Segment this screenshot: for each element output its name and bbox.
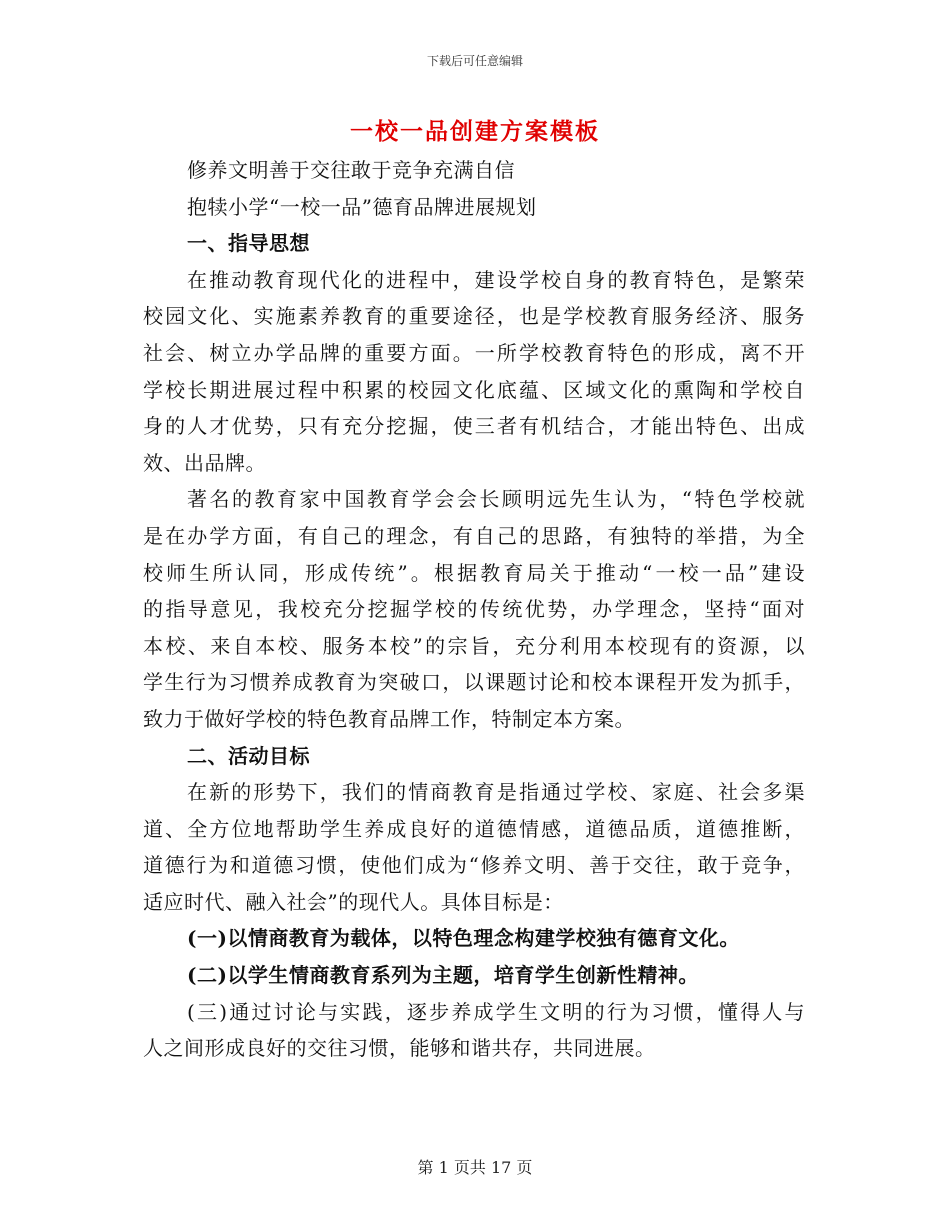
paragraph-line: 的指导意见，我校充分挖掘学校的传统优势，办学理念，坚持“面对	[143, 597, 805, 622]
page-footer: 第 1 页共 17 页	[417, 1158, 533, 1177]
paragraph-line: 学校长期进展过程中积累的校园文化底蕴、区域文化的熏陶和学校自	[143, 377, 805, 402]
paragraph-line: 修养文明善于交往敢于竞争充满自信	[187, 158, 515, 182]
section-heading-line: (一)以情商教育为载体，以特色理念构建学校独有德育文化。	[187, 926, 740, 951]
paragraph-line: 效、出品牌。	[143, 450, 266, 475]
paragraph-line: 在新的形势下，我们的情商教育是指通过学校、家庭、社会多渠	[187, 780, 805, 805]
section-heading-line: 二、活动目标	[187, 743, 310, 768]
paragraph-line: 学生行为习惯养成教育为突破口，以课题讨论和校本课程开发为抓手，	[143, 670, 805, 695]
paragraph-line: 校师生所认同，形成传统”。根据教育局关于推动“一校一品”建设	[143, 560, 805, 585]
paragraph-line: 人之间形成良好的交往习惯，能够和谐共存，共同进展。	[143, 1036, 656, 1061]
page-header-note: 下载后可任意编辑	[426, 54, 523, 68]
paragraph-line: 校园文化、实施素养教育的重要途径，也是学校教育服务经济、服务	[143, 304, 805, 329]
section-heading-line: 一、指导思想	[187, 231, 310, 256]
paragraph-line: 适应时代、融入社会”的现代人。具体目标是：	[143, 889, 564, 914]
document-body	[143, 152, 805, 1067]
paragraph-line: 抱犊小学“一校一品”德育品牌进展规划	[187, 194, 537, 219]
paragraph-line: 身的人才优势，只有充分挖掘，使三者有机结合，才能出特色、出成	[143, 414, 805, 439]
paragraph-line: 致力于做好学校的特色教育品牌工作，特制定本方案。	[143, 706, 635, 731]
paragraph-line: 道、全方位地帮助学生养成良好的道德情感，道德品质，道德推断，	[143, 816, 805, 841]
paragraph-line: 著名的教育家中国教育学会会长顾明远先生认为，“特色学校就	[187, 487, 805, 512]
paragraph-line: (三)通过讨论与实践，逐步养成学生文明的行为习惯，懂得人与	[187, 999, 805, 1024]
paragraph-line: 本校、来自本校、服务本校”的宗旨，充分利用本校现有的资源，以	[143, 633, 805, 658]
paragraph-line: 道德行为和道德习惯，使他们成为“修养文明、善于交往，敢于竞争，	[143, 853, 805, 878]
paragraph-line: 社会、树立办学品牌的重要方面。一所学校教育特色的形成，离不开	[143, 340, 805, 365]
section-heading-line: (二)以学生情商教育系列为主题，培育学生创新性精神。	[187, 963, 699, 988]
paragraph-line: 是在办学方面，有自己的理念，有自己的思路，有独特的举措，为全	[143, 523, 805, 548]
paragraph-line: 在推动教育现代化的进程中，建设学校自身的教育特色，是繁荣	[187, 267, 805, 292]
document-title: 一校一品创建方案模板	[350, 118, 600, 145]
